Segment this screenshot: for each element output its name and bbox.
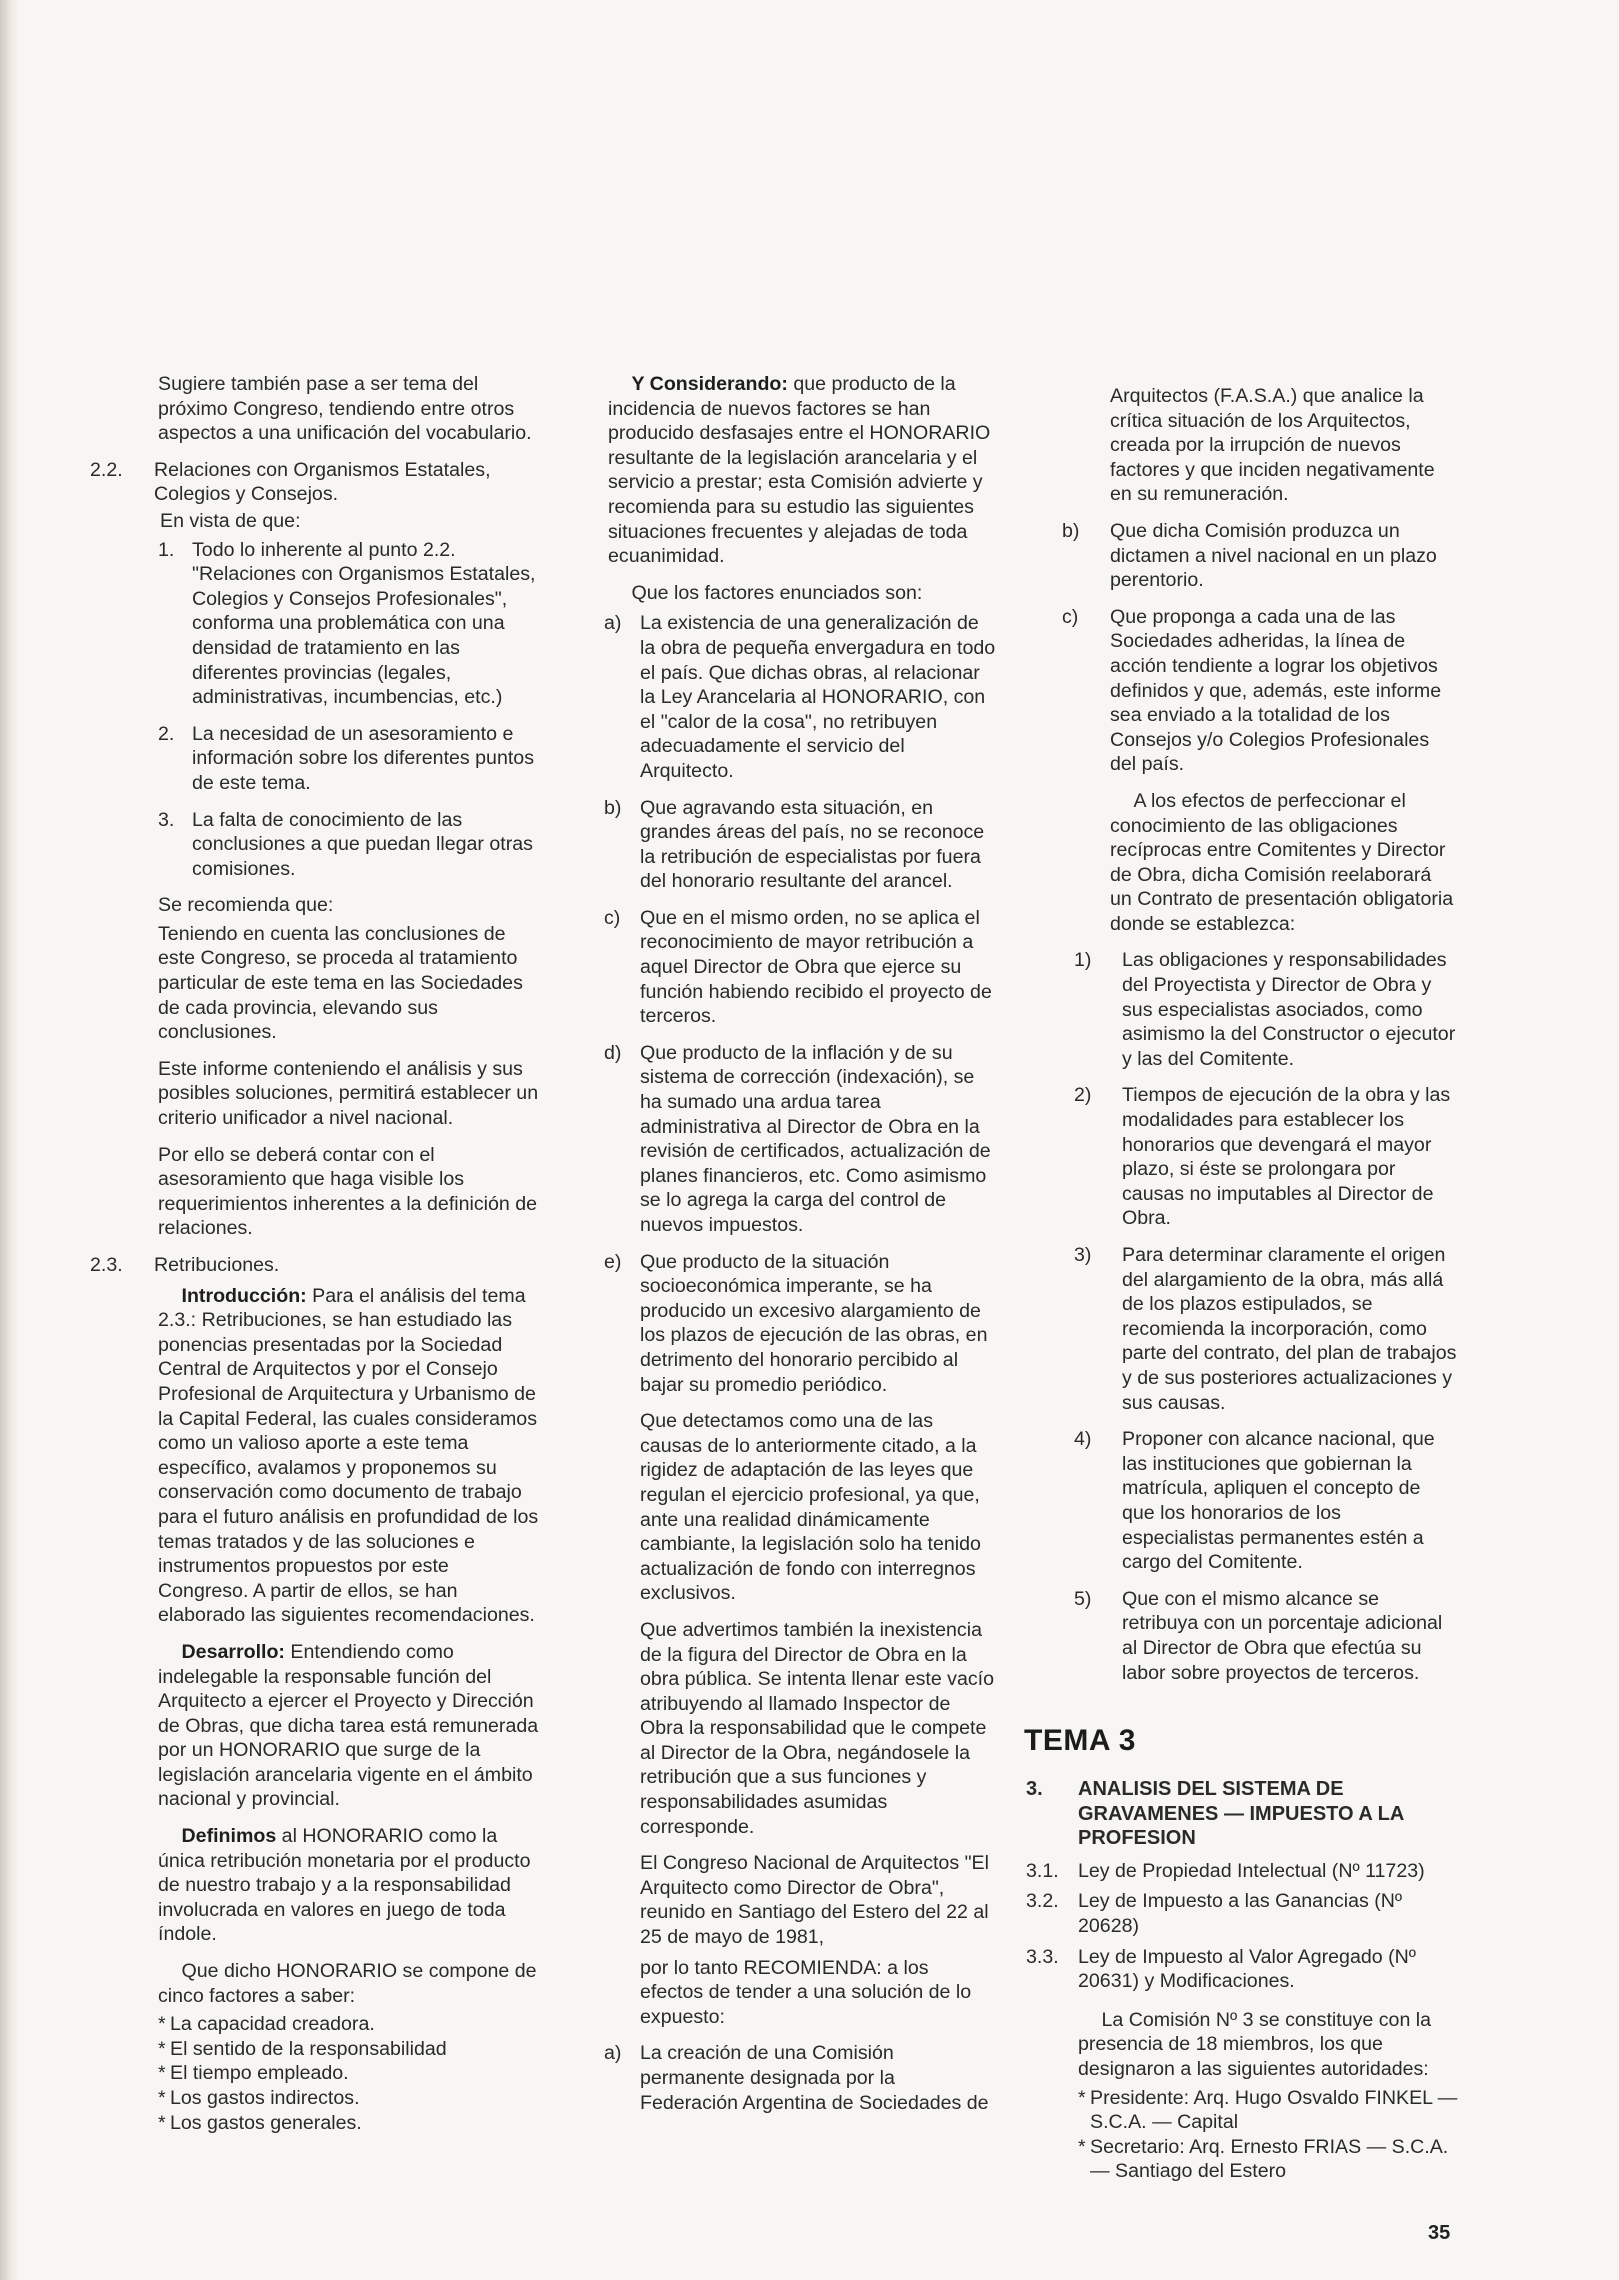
item-e-paragraph-4: El Congreso Nacional de Arquitectos "El Arquitecto como Director de Obra", reunido en Santiago del Estero del 22 al 25 de mayo de 1981,: [640, 1852, 989, 1949]
item-letter: c): [604, 906, 621, 929]
tema-item-3: [1026, 1777, 1458, 1851]
label-introduccion: Introducción:: [181, 1284, 307, 1307]
section-number: 2.3.: [90, 1254, 123, 1276]
item-text: Las obligaciones y responsabilidades del Proyectista y Director de Obra y sus especialistas asociados, como asimismo la del Constructor o ejecutor y las del Comitente.: [1122, 949, 1456, 1070]
list-item: * El sentido de la responsabilidad: [158, 2037, 540, 2062]
section-number: 2.2.: [90, 458, 123, 481]
text-considerando: que producto de la incidencia de nuevos factores se han producido desfasajes entre el HONORARIO resultante de la legislación arancelaria y el servicio a prestar; esta Comisión advierte y recomienda para su estudio las siguientes situaciones frecuentes y alejadas de toda ecuanimidad.: [608, 373, 991, 568]
numbered-item-2: [1074, 1083, 1458, 1231]
page-number: 35: [1428, 2222, 1451, 2244]
item-number: 3.3.: [1026, 1945, 1059, 1968]
section-2-3: [90, 1253, 540, 1278]
item-e-paragraph-3: Que advertimos también la inexistencia de la figura del Director de Obra en la obra pública. Se intenta llenar este vacío atribuyendo al llamado Inspector de Obra la responsabilidad que le compete al Director de la Obra, negándosele la retribución que a sus funciones y responsabilidades asumidas corresponde.: [640, 1618, 994, 1838]
item-text: La creación de una Comisión permanente designada por la Federación Argentina de Sociedades de: [640, 2042, 989, 2114]
item-text: La existencia de una generalización de la obra de pequeña envergadura en todo el país. Que dichas obras, al relacionar la Ley Arancelaria al HONORARIO, con el "calor de la cosa", no retribuyen adecuadamente el servicio del Arquitecto.: [640, 612, 996, 782]
numbered-item-3: [1074, 1243, 1458, 1415]
list-item: * Los gastos indirectos.: [158, 2086, 540, 2111]
paragraph-sugiere: Sugiere también pase a ser tema del próximo Congreso, tendiendo entre otros aspectos a una unificación del vocabulario.: [158, 373, 532, 445]
item-text: Que agravando esta situación, en grandes áreas del país, no se reconoce la retribución de especialistas por fuera del honorario resultante del arancel.: [640, 796, 985, 893]
text-definimos: al HONORARIO como la única retribución monetaria por el producto de nuestro trabajo y a la responsabilidad involucrada en valores en juego de toda índole.: [158, 1825, 531, 1946]
item-letter: b): [604, 796, 622, 819]
paragraph-en-vista: En vista de que:: [160, 509, 301, 532]
paragraph-informe: Este informe conteniendo el análisis y sus posibles soluciones, permitirá establecer un criterio unificador a nivel nacional.: [158, 1057, 539, 1130]
paragraph-desarrollo: [158, 1640, 540, 1812]
numbered-item-1: [1074, 948, 1458, 1071]
item-letter: b): [1062, 519, 1080, 542]
item-number: 3): [1074, 1244, 1092, 1266]
page-gutter-shadow: [0, 0, 20, 2280]
numbered-item-5: [1074, 1587, 1458, 1685]
section-title: Relaciones con Organismos Estatales, Colegios y Consejos.: [154, 458, 491, 506]
item-number: 5): [1074, 1587, 1092, 1610]
item-text: Que dicha Comisión produzca un dictamen a nivel nacional en un plazo perentorio.: [1110, 519, 1437, 592]
item-number: 3.1.: [1026, 1859, 1059, 1882]
item-letter: a): [604, 2042, 622, 2065]
item-text: ANALISIS DEL SISTEMA DE GRAVAMENES — IMPUESTO A LA PROFESION: [1078, 1778, 1404, 1850]
paragraph-factores-enunciados: Que los factores enunciados son:: [631, 581, 923, 604]
tema-item-3-1: [1026, 1859, 1458, 1884]
label-considerando: Y Considerando:: [631, 373, 788, 395]
paragraph-a-los-efectos: A los efectos de perfeccionar el conocimiento de las obligaciones recíprocas entre Comitentes y Director de Obra, dicha Comisión reelaborará un Contrato de presentación obligatoria donde se establezca:: [1110, 789, 1454, 935]
item-number: 3.2.: [1026, 1890, 1059, 1913]
item-e-paragraph-2: Que detectamos como una de las causas de lo anteriormente citado, a la rigidez de adaptación de las leyes que regulan el ejercicio profesional, ya que, ante una realidad dinámicamente cambiante, la legislación solo ha tenido actualización de fondo con interregnos exclusivos.: [640, 1410, 981, 1605]
paragraph-definimos: [158, 1824, 540, 1947]
item-text: Tiempos de ejecución de la obra y las modalidades para establecer los honorarios que devengará el mayor plazo, si éste se prolongara por causas no imputables al Director de Obra.: [1122, 1084, 1451, 1230]
list-item: * Secretario: Arq. Ernesto FRIAS — S.C.A. — Santiago del Estero: [1078, 2135, 1458, 2184]
item-number: 2): [1074, 1084, 1092, 1107]
tema-3-heading: TEMA 3: [1024, 1724, 1136, 1758]
paragraph-introduccion: [158, 1284, 540, 1628]
item-b: [1062, 519, 1458, 593]
item-letter: c): [1062, 605, 1079, 628]
label-desarrollo: Desarrollo:: [181, 1640, 285, 1663]
item-text: Ley de Propiedad Intelectual (Nº 11723): [1078, 1859, 1425, 1882]
item-c: [604, 906, 996, 1029]
label-definimos: Definimos: [181, 1825, 277, 1848]
item-text: La necesidad de un asesoramiento e información sobre los diferentes puntos de este tema.: [192, 722, 534, 794]
factores-list: [158, 2012, 540, 2135]
text-introduccion: Para el análisis del tema 2.3.: Retribuciones, se han estudiado las ponencias presentadas por la Sociedad Central de Arquitectos y por el Consejo Profesional de Arquitectura y Urbanismo de la Capital Federal, las cuales consideramos como un valioso aporte a este tema específico, avalamos y proponemos su conservación como documento de trabajo para el futuro análisis en profundidad de los temas tratados y de las soluciones e instrumentos propuestos por este Congreso. A partir de ellos, se han elaborado las siguientes recomendaciones.: [158, 1284, 539, 1627]
item-e: [604, 1250, 996, 2030]
item-letter: d): [604, 1041, 622, 1064]
item-text: Para determinar claramente el origen del alargamiento de la obra, más allá de los plazos estipulados, se recomienda la incorporación, como parte del contrato, del plan de trabajos y de sus posteriores actualizaciones y sus causas.: [1122, 1244, 1457, 1414]
item-number: 3.: [1026, 1778, 1043, 1801]
item-e-text: Que producto de la situación socioeconómica imperante, se ha producido un excesivo alargamiento de los plazos de ejecución de las obras, en detrimento del honorario percibido al bajar su promedio periódico.: [640, 1250, 988, 1396]
item-e-paragraph-5: por lo tanto RECOMIENDA: a los efectos de tender a una solución de lo expuesto:: [640, 1956, 972, 2028]
tema-item-3-3: [1026, 1945, 1458, 1994]
paragraph-se-recomienda: Se recomienda que:: [158, 894, 334, 917]
item-a-recomienda: [604, 2041, 996, 2115]
section-2-2: [90, 458, 540, 507]
paragraph-considerando: [608, 372, 996, 569]
item-text: Que proponga a cada una de las Sociedades adheridas, la línea de acción tendiente a lograr los objetivos definidos y que, además, este informe sea enviado a la totalidad de los Consejos y/o Colegios Profesionales del país.: [1110, 605, 1442, 776]
column-left: [90, 372, 540, 2135]
tema-item-3-2: [1026, 1889, 1458, 1938]
paragraph-continuation: Arquitectos (F.A.S.A.) que analice la crítica situación de los Arquitectos, creada por la irrupción de nuevos factores y que inciden negativamente en su remuneración.: [1110, 385, 1435, 506]
column-right: [1026, 372, 1458, 2184]
text-desarrollo: Entendiendo como indelegable la responsable función del Arquitecto a ejercer el Proyecto y Dirección de Obras, que dicha tarea está remunerada por un HONORARIO que surge de la legislación arancelaria vigente en el ámbito nacional y provincial.: [158, 1640, 539, 1811]
item-number: 4): [1074, 1428, 1092, 1451]
autoridades-list: [1078, 2086, 1458, 2184]
item-text: Proponer con alcance nacional, que las instituciones que gobiernan la matrícula, apliquen el concepto de que los honorarios de los especialistas permanentes estén a cargo del Comitente.: [1122, 1428, 1435, 1574]
item-d: [604, 1041, 996, 1238]
vista-item-3: [108, 808, 540, 882]
item-text: Que con el mismo alcance se retribuya con un porcentaje adicional al Director de Obra que efectúa su labor sobre proyectos de terceros.: [1122, 1587, 1443, 1684]
vista-item-1: [108, 538, 540, 710]
item-number: 2.: [158, 722, 175, 745]
paragraph-que-dicho: Que dicho HONORARIO se compone de cinco factores a saber:: [158, 1960, 537, 2007]
item-number: 1.: [158, 538, 175, 561]
vista-item-2: [108, 722, 540, 796]
item-text: Todo lo inherente al punto 2.2. "Relaciones con Organismos Estatales, Colegios y Consejos Profesionales", conforma una problemática con una densidad de tratamiento en las diferentes provincias (legales, administrativas, incumbencias, etc.): [192, 538, 536, 709]
paragraph-teniendo: Teniendo en cuenta las conclusiones de este Congreso, se proceda al tratamiento particular de este tema en las Sociedades de cada provincia, elevando sus conclusiones.: [158, 922, 523, 1044]
item-letter: e): [604, 1250, 622, 1273]
list-item: * El tiempo empleado.: [158, 2061, 540, 2086]
list-item: * La capacidad creadora.: [158, 2012, 540, 2037]
item-b: [604, 796, 996, 894]
item-number: 1): [1074, 949, 1092, 972]
item-number: 3.: [158, 808, 175, 831]
item-text: Ley de Impuesto al Valor Agregado (Nº 20631) y Modificaciones.: [1078, 1945, 1416, 1993]
item-text: Que producto de la inflación y de su sistema de corrección (indexación), se ha sumado una ardua tarea administrativa al Director de Obra en la revisión de certificados, actualización de planes financieros, etc. Como asimismo se lo agrega la carga del control de nuevos impuestos.: [640, 1041, 991, 1236]
column-middle: [604, 372, 996, 2127]
numbered-item-4: [1074, 1427, 1458, 1575]
item-text: La falta de conocimiento de las conclusiones a que puedan llegar otras comisiones.: [192, 808, 533, 880]
item-text: Que en el mismo orden, no se aplica el reconocimiento de mayor retribución a aquel Director de Obra que ejerce su función habiendo recibido el proyecto de terceros.: [640, 906, 992, 1028]
paragraph-por-ello: Por ello se deberá contar con el asesoramiento que haga visible los requerimientos inherentes a la definición de relaciones.: [158, 1143, 538, 1240]
list-item: * Los gastos generales.: [158, 2111, 540, 2136]
paragraph-comision: La Comisión Nº 3 se constituye con la presencia de 18 miembros, los que designaron a las siguientes autoridades:: [1078, 2008, 1432, 2081]
item-a: [604, 611, 996, 783]
item-text: Ley de Impuesto a las Ganancias (Nº 20628): [1078, 1890, 1403, 1938]
item-letter: a): [604, 612, 622, 635]
list-item: * Presidente: Arq. Hugo Osvaldo FINKEL — S.C.A. — Capital: [1078, 2086, 1458, 2135]
item-c: [1062, 605, 1458, 777]
section-title: Retribuciones.: [154, 1254, 280, 1276]
